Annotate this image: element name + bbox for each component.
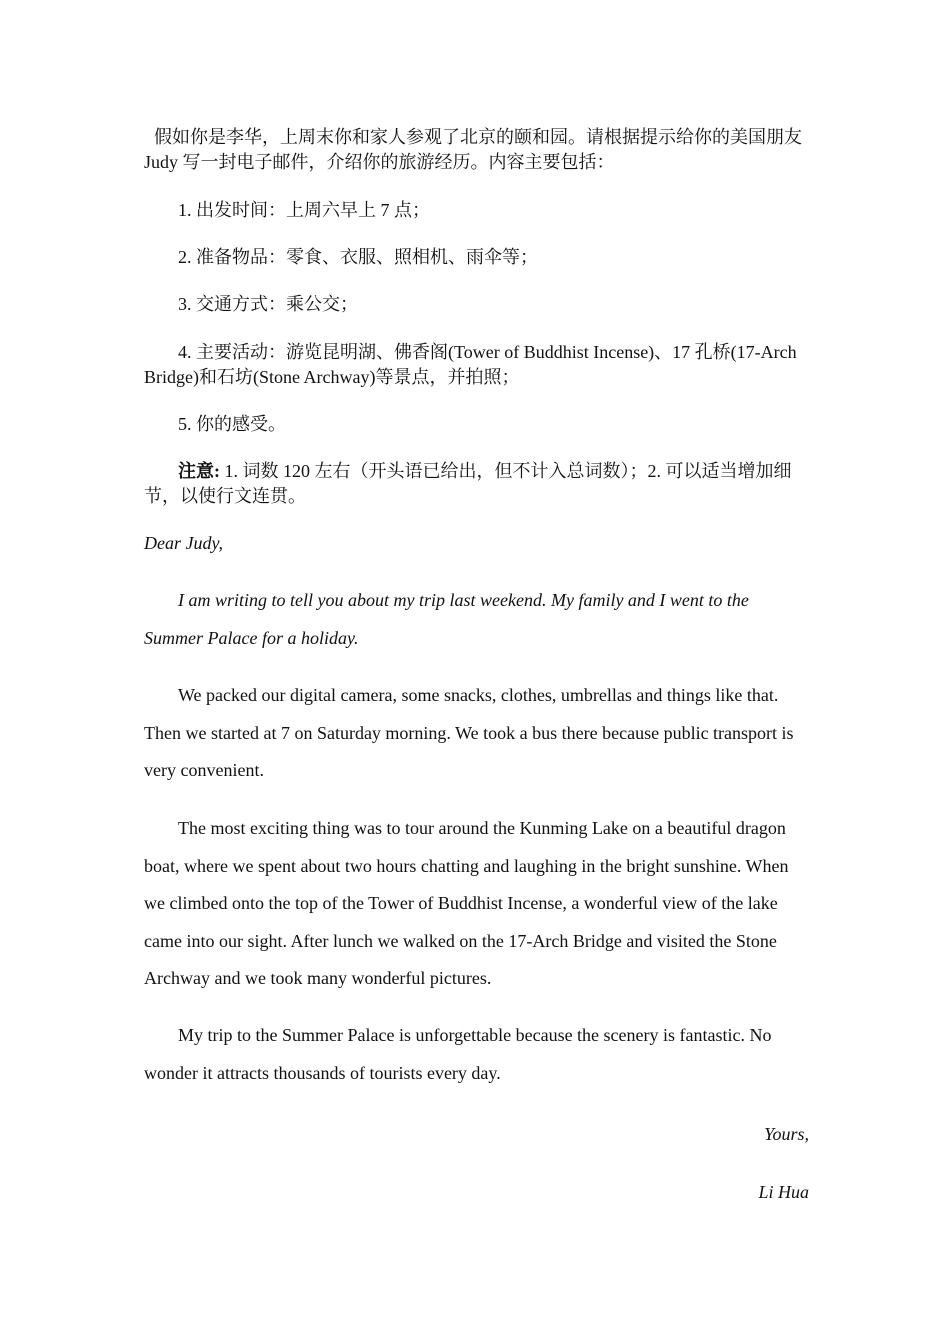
letter-closing: Yours, <box>764 1124 809 1144</box>
note-label: 注意: <box>178 461 220 481</box>
prompt-note <box>144 459 809 509</box>
prompt-item-2: 2. 准备物品：零食、衣服、照相机、雨伞等； <box>178 247 538 267</box>
letter-salutation: Dear Judy, <box>144 533 223 553</box>
prompt-intro: 假如你是李华，上周末你和家人参观了北京的颐和园。请根据提示给你的美国朋友 Judy 写一封电子邮件，介绍你的旅游经历。内容主要包括： <box>144 127 802 172</box>
prompt-item-1: 1. 出发时间：上周六早上 7 点； <box>178 200 430 220</box>
letter-signature: Li Hua <box>758 1182 809 1202</box>
letter-paragraph-2: The most exciting thing was to tour around the Kunming Lake on a beautiful dragon boat, where we spent about two hours chatting and laughing in the bright sunshine. When we climbed onto the top of the Tower of Buddhist Incense, a wonderful view of the lake came into our sight. After lunch we walked on the 17-Arch Bridge and visited the Stone Archway and we took many wonderful pictures. <box>144 818 789 988</box>
prompt-item-4: 4. 主要活动：游览昆明湖、佛香阁(Tower of Buddhist Incense)、17 孔桥(17-Arch Bridge)和石坊(Stone Archway)等景点，并拍照； <box>144 342 797 387</box>
prompt-item-5: 5. 你的感受。 <box>178 414 286 434</box>
prompt-item-3: 3. 交通方式：乘公交； <box>178 294 358 314</box>
letter-paragraph-3: My trip to the Summer Palace is unforgettable because the scenery is fantastic. No wonder it attracts thousands of tourists every day. <box>144 1025 772 1083</box>
letter-paragraph-1: We packed our digital camera, some snacks, clothes, umbrellas and things like that. Then we started at 7 on Saturday morning. We took a bus there because public transport is very convenient. <box>144 685 794 780</box>
letter-opening: I am writing to tell you about my trip last weekend. My family and I went to the Summer Palace for a holiday. <box>144 590 749 648</box>
note-text: 1. 词数 120 左右（开头语已给出，但不计入总词数）；2. 可以适当增加细节，以使行文连贯。 <box>144 461 792 506</box>
